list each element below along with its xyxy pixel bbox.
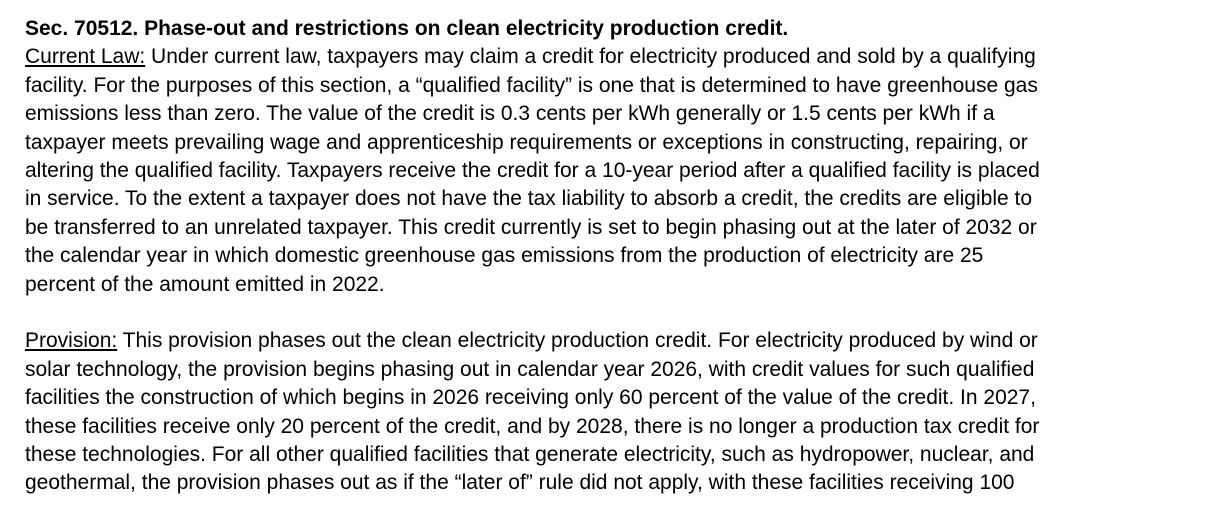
current-law-paragraph — [25, 43, 1202, 299]
text-line: these facilities receive only 20 percent of the credit, and by 2028, there is no longer a production tax credit for — [25, 414, 1040, 438]
text-line: facilities the construction of which begins in 2026 receiving only 60 percent of the value of the credit. In 2027, — [25, 386, 1036, 410]
text-line-content: This provision phases out the clean electricity production credit. For electricity produced by wind or — [117, 329, 1038, 353]
text-line: geothermal, the provision phases out as if the “later of” rule did not apply, with these facilities receiving 100 — [25, 471, 1015, 495]
text-line: altering the qualified facility. Taxpayers receive the credit for a 10-year period after a qualified facility is placed — [25, 159, 1040, 183]
text-line — [25, 327, 1202, 355]
current-law-label: Current Law: — [25, 45, 146, 69]
text-line: the calendar year in which domestic greenhouse gas emissions from the production of electricity are 25 — [25, 244, 984, 268]
blank-line — [25, 299, 1202, 327]
text-line — [25, 43, 1202, 71]
text-line: facility. For the purposes of this section, a “qualified facility” is one that is determined to have greenhouse gas — [25, 73, 1038, 97]
provision-paragraph — [25, 327, 1202, 497]
text-line: in service. To the extent a taxpayer does not have the tax liability to absorb a credit, the credits are eligible to — [25, 187, 1033, 211]
text-line: taxpayer meets prevailing wage and apprenticeship requirements or exceptions in constructing, repairing, or — [25, 130, 1028, 154]
text-line-content: Under current law, taxpayers may claim a credit for electricity produced and sold by a qualifying — [145, 45, 1036, 69]
text-line: these technologies. For all other qualified facilities that generate electricity, such as hydropower, nuclear, and — [25, 443, 1035, 467]
provision-label: Provision: — [25, 329, 118, 353]
text-line: emissions less than zero. The value of the credit is 0.3 cents per kWh generally or 1.5 cents per kWh if a — [25, 102, 995, 126]
text-line: solar technology, the provision begins phasing out in calendar year 2026, with credit values for such qualified — [25, 357, 1035, 381]
section-heading: Sec. 70512. Phase-out and restrictions on clean electricity production credit. — [25, 17, 789, 40]
text-line: percent of the amount emitted in 2022. — [25, 272, 385, 296]
text-line: be transferred to an unrelated taxpayer. This credit currently is set to begin phasing out at the later of 2032 or — [25, 215, 1037, 239]
